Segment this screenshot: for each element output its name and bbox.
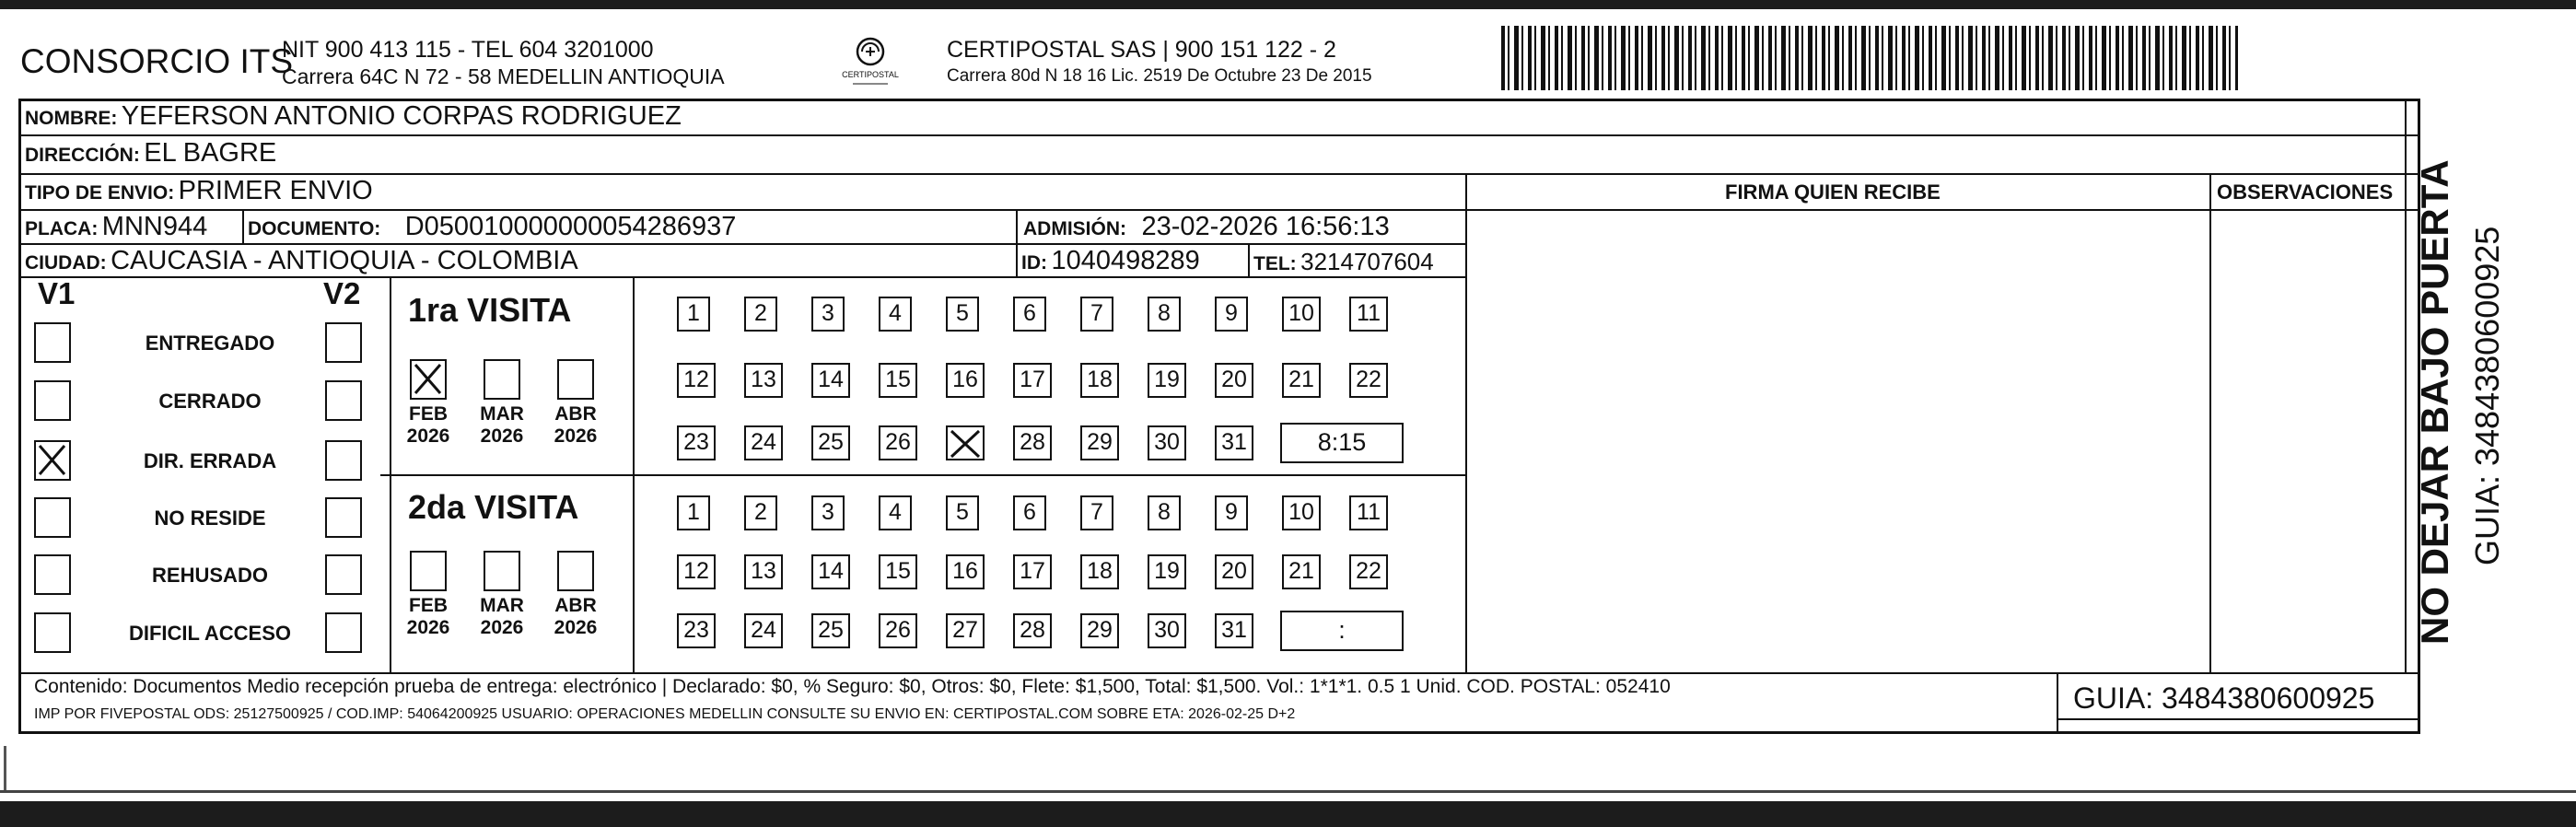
- day-number: 4: [889, 300, 902, 326]
- day-box[interactable]: [677, 363, 716, 398]
- status-v2-checkbox[interactable]: [325, 322, 362, 363]
- month-name: FEB: [409, 595, 448, 616]
- ciudad-value: CAUCASIA - ANTIOQUIA - COLOMBIA: [111, 246, 578, 275]
- day-number: 18: [1087, 558, 1113, 584]
- placa-value: MNN944: [101, 212, 208, 241]
- status-label: NO RESIDE: [154, 507, 266, 530]
- day-number: 10: [1288, 499, 1314, 525]
- day-number: 8: [1158, 499, 1171, 525]
- day-number: 26: [885, 429, 911, 455]
- month-label: [474, 595, 530, 639]
- day-number: 19: [1154, 367, 1180, 392]
- status-v1-checkbox[interactable]: [34, 380, 71, 421]
- month-checkbox[interactable]: [410, 359, 447, 400]
- month-checkbox[interactable]: [484, 551, 520, 591]
- delivery-form: [18, 99, 2420, 734]
- tipo-envio-value: PRIMER ENVIO: [178, 176, 373, 205]
- day-box[interactable]: [1080, 363, 1119, 398]
- day-box[interactable]: [1349, 363, 1388, 398]
- day-box[interactable]: [677, 613, 716, 648]
- footer-guia: GUIA: 3484380600925: [2073, 681, 2375, 715]
- company-nit-tel: NIT 900 413 115 - TEL 604 3201000: [282, 37, 654, 63]
- day-number: 20: [1221, 558, 1247, 584]
- month-year: 2026: [480, 425, 524, 447]
- day-box[interactable]: [1080, 495, 1113, 530]
- month-name: FEB: [409, 403, 448, 425]
- day-box[interactable]: [1148, 495, 1181, 530]
- day-number: 13: [751, 367, 776, 392]
- month-checkbox[interactable]: [484, 359, 520, 400]
- direccion-value: EL BAGRE: [144, 138, 277, 168]
- documento-label: DOCUMENTO:: [248, 218, 381, 239]
- status-v1-checkbox[interactable]: [34, 497, 71, 538]
- status-v2-checkbox[interactable]: [325, 612, 362, 653]
- day-number: 12: [683, 558, 709, 584]
- day-number: 18: [1087, 367, 1113, 392]
- tel-cell: [1253, 248, 1434, 276]
- day-box[interactable]: [811, 425, 850, 460]
- tipo-envio-row: [25, 176, 373, 206]
- admision-value: 23-02-2026 16:56:13: [1141, 212, 1390, 241]
- day-box[interactable]: [744, 297, 777, 332]
- day-box[interactable]: [1080, 425, 1119, 460]
- day-box[interactable]: [1148, 363, 1186, 398]
- logo-text: CERTIPOSTAL: [842, 70, 899, 79]
- day-box[interactable]: [811, 554, 850, 589]
- day-box[interactable]: [677, 425, 716, 460]
- ciudad-cell: [25, 246, 578, 276]
- month-label: [548, 595, 603, 639]
- operator-license: Carrera 80d N 18 16 Lic. 2519 De Octubre 23 De 2015: [947, 66, 1372, 86]
- day-number: 4: [889, 499, 902, 525]
- day-box[interactable]: [1013, 613, 1052, 648]
- day-number: 28: [1020, 617, 1045, 643]
- day-number: 25: [818, 617, 844, 643]
- day-number: 16: [952, 558, 978, 584]
- day-number: 15: [885, 367, 911, 392]
- day-number: 23: [683, 429, 709, 455]
- firma-header: FIRMA QUIEN RECIBE: [1725, 181, 1941, 204]
- month-year: 2026: [554, 617, 598, 638]
- day-box[interactable]: [1080, 297, 1113, 332]
- barcode: [1501, 26, 2238, 90]
- status-v2-checkbox[interactable]: [325, 380, 362, 421]
- day-box[interactable]: [744, 495, 777, 530]
- month-year: 2026: [406, 425, 450, 447]
- day-box[interactable]: [677, 554, 716, 589]
- status-v2-checkbox[interactable]: [325, 440, 362, 481]
- day-number: 11: [1357, 499, 1381, 525]
- month-label: [401, 595, 456, 639]
- month-year: 2026: [480, 617, 524, 638]
- company-address: Carrera 64C N 72 - 58 MEDELLIN ANTIOQUIA: [282, 64, 725, 88]
- day-number: 2: [754, 300, 767, 326]
- day-box[interactable]: [1148, 613, 1186, 648]
- direccion-label: DIRECCIÓN:: [25, 145, 140, 166]
- day-number: 26: [885, 617, 911, 643]
- documento-cell: [248, 212, 736, 242]
- time-field[interactable]: 8:15: [1280, 423, 1404, 463]
- observaciones-header: OBSERVACIONES: [2217, 181, 2394, 204]
- day-box[interactable]: [811, 613, 850, 648]
- day-box[interactable]: [744, 425, 783, 460]
- day-number: 8: [1158, 300, 1171, 326]
- operator-name: CERTIPOSTAL SAS | 900 151 122 - 2: [947, 37, 1336, 63]
- status-v1-checkbox[interactable]: [34, 612, 71, 653]
- month-name: MAR: [480, 403, 524, 425]
- day-number: 29: [1087, 617, 1113, 643]
- tel-label: TEL:: [1253, 253, 1297, 274]
- month-checkbox[interactable]: [557, 551, 594, 591]
- day-box[interactable]: [1282, 297, 1321, 332]
- day-number: 9: [1225, 300, 1238, 326]
- day-number: 28: [1020, 429, 1045, 455]
- tel-value: 3214707604: [1300, 248, 1434, 275]
- day-number: 29: [1087, 429, 1113, 455]
- day-number: 21: [1288, 367, 1314, 392]
- day-number: 6: [1023, 499, 1036, 525]
- month-label: [474, 403, 530, 448]
- day-number: 12: [683, 367, 709, 392]
- day-number: 10: [1288, 300, 1314, 326]
- day-box[interactable]: [1349, 554, 1388, 589]
- day-box[interactable]: [1080, 554, 1119, 589]
- admision-label: ADMISIÓN:: [1023, 218, 1126, 239]
- visita2-title: 2da VISITA: [408, 488, 579, 526]
- status-v1-checkbox[interactable]: [34, 440, 71, 481]
- day-number: 3: [822, 300, 834, 326]
- footer-print-line: IMP POR FIVEPOSTAL ODS: 25127500925 / COD.IMP: 54064200925 USUARIO: OPERACIONES MEDELLIN CONSULTE SU ENVIO EN: CERTIPOSTAL.COM SOBRE ETA: 2026-02-25 D+2: [34, 706, 1296, 722]
- day-number: 14: [818, 558, 844, 584]
- day-number: 2: [754, 499, 767, 525]
- day-box[interactable]: [946, 363, 985, 398]
- day-box[interactable]: [811, 297, 845, 332]
- day-box[interactable]: [1013, 425, 1052, 460]
- day-number: 24: [751, 429, 776, 455]
- day-box[interactable]: [1215, 613, 1253, 648]
- day-number: 27: [952, 617, 978, 643]
- bottom-rule: [0, 790, 2576, 793]
- day-number: 11: [1357, 300, 1381, 326]
- day-box[interactable]: [879, 297, 912, 332]
- month-name: ABR: [554, 595, 597, 616]
- status-label: DIFICIL ACCESO: [128, 622, 291, 645]
- day-number: 23: [683, 617, 709, 643]
- day-box[interactable]: [1349, 495, 1388, 530]
- day-box[interactable]: [946, 554, 985, 589]
- day-number: 16: [952, 367, 978, 392]
- day-box[interactable]: [1282, 554, 1321, 589]
- day-box[interactable]: [946, 297, 979, 332]
- day-number: 15: [885, 558, 911, 584]
- day-number: 5: [956, 499, 969, 525]
- day-number: 30: [1154, 429, 1180, 455]
- time-field[interactable]: :: [1280, 611, 1404, 651]
- month-name: MAR: [480, 595, 524, 616]
- v1-header: V1: [38, 276, 76, 310]
- status-label: DIR. ERRADA: [143, 449, 277, 472]
- day-box[interactable]: [1215, 297, 1248, 332]
- month-label: [401, 403, 456, 448]
- day-number: 24: [751, 617, 776, 643]
- day-number: 31: [1221, 617, 1247, 643]
- day-number: 30: [1154, 617, 1180, 643]
- status-v1-checkbox[interactable]: [34, 322, 71, 363]
- day-box[interactable]: [879, 554, 917, 589]
- day-box[interactable]: [1013, 297, 1046, 332]
- nombre-label: NOMBRE:: [25, 108, 118, 129]
- status-label: ENTREGADO: [145, 332, 275, 355]
- company-name: CONSORCIO ITS: [20, 42, 294, 80]
- day-box[interactable]: [879, 495, 912, 530]
- nombre-row: [25, 101, 682, 132]
- documento-value: D050010000000054286937: [404, 212, 737, 241]
- day-box[interactable]: [744, 363, 783, 398]
- month-year: 2026: [554, 425, 598, 447]
- day-box[interactable]: [1349, 297, 1388, 332]
- day-box[interactable]: [1215, 495, 1248, 530]
- day-box[interactable]: [1080, 613, 1119, 648]
- day-box[interactable]: [879, 363, 917, 398]
- bottom-border-band: [0, 801, 2576, 827]
- month-checkbox[interactable]: [557, 359, 594, 400]
- day-box[interactable]: [1148, 554, 1186, 589]
- day-box[interactable]: [677, 297, 710, 332]
- placa-cell: [25, 212, 207, 242]
- day-box[interactable]: [1148, 297, 1181, 332]
- day-number: 17: [1020, 367, 1045, 392]
- day-box[interactable]: [811, 363, 850, 398]
- day-box[interactable]: [1282, 363, 1321, 398]
- day-number: 7: [1090, 499, 1103, 525]
- status-v1-checkbox[interactable]: [34, 554, 71, 595]
- month-checkbox[interactable]: [410, 551, 447, 591]
- direccion-row: [25, 138, 276, 169]
- left-edge-mark: [4, 746, 6, 790]
- id-value: 1040498289: [1051, 246, 1200, 275]
- day-number: 22: [1356, 367, 1381, 392]
- visita1-title: 1ra VISITA: [408, 291, 572, 329]
- ciudad-label: CIUDAD:: [25, 252, 107, 274]
- day-box[interactable]: [1148, 425, 1186, 460]
- day-number: 1: [687, 300, 700, 326]
- day-number: 13: [751, 558, 776, 584]
- day-box[interactable]: [946, 495, 979, 530]
- admision-cell: [1023, 212, 1390, 242]
- day-box[interactable]: [946, 425, 985, 460]
- day-box[interactable]: [1282, 495, 1321, 530]
- status-label: REHUSADO: [152, 564, 268, 587]
- day-box[interactable]: [1013, 495, 1046, 530]
- day-box[interactable]: [677, 495, 710, 530]
- day-box[interactable]: [1013, 363, 1052, 398]
- day-box[interactable]: [744, 613, 783, 648]
- day-number: 17: [1020, 558, 1045, 584]
- day-number: 20: [1221, 367, 1247, 392]
- status-v2-checkbox[interactable]: [325, 497, 362, 538]
- day-number: 3: [822, 499, 834, 525]
- day-number: 21: [1288, 558, 1314, 584]
- month-name: ABR: [554, 403, 597, 425]
- day-number: 14: [818, 367, 844, 392]
- day-box[interactable]: [879, 425, 917, 460]
- day-number: 25: [818, 429, 844, 455]
- day-box[interactable]: [1215, 363, 1253, 398]
- day-box[interactable]: [744, 554, 783, 589]
- month-label: [548, 403, 603, 448]
- nombre-value: YEFERSON ANTONIO CORPAS RODRIGUEZ: [121, 101, 682, 131]
- v2-header: V2: [323, 276, 361, 310]
- day-number: 19: [1154, 558, 1180, 584]
- day-number: 7: [1090, 300, 1103, 326]
- footer-content-line: Contenido: Documentos Medio recepción prueba de entrega: electrónico | Declarado: $0, % Seguro: $0, Otros: $0, Flete: $1,500, Total: $1,500. Vol.: 1*1*1. 0.5 1 Unid. COD. POSTAL: 052410: [34, 676, 1671, 697]
- day-number: 5: [956, 300, 969, 326]
- day-box[interactable]: [811, 495, 845, 530]
- day-number: 31: [1221, 429, 1247, 455]
- day-number: 9: [1225, 499, 1238, 525]
- id-label: ID:: [1021, 252, 1047, 274]
- day-box[interactable]: [1215, 554, 1253, 589]
- status-v2-checkbox[interactable]: [325, 554, 362, 595]
- certipostal-logo: [840, 33, 901, 88]
- day-box[interactable]: [879, 613, 917, 648]
- day-box[interactable]: [1215, 425, 1253, 460]
- status-label: CERRADO: [158, 390, 262, 413]
- tipo-envio-label: TIPO DE ENVIO:: [25, 182, 175, 204]
- top-border-band: [0, 0, 2576, 9]
- id-cell: [1021, 246, 1200, 276]
- side-warning: NO DEJAR BAJO PUERTA: [2413, 159, 2456, 645]
- day-box[interactable]: [946, 613, 985, 648]
- day-box[interactable]: [1013, 554, 1052, 589]
- day-number: 6: [1023, 300, 1036, 326]
- month-year: 2026: [406, 617, 450, 638]
- day-number: 1: [687, 499, 700, 525]
- day-number: 22: [1356, 558, 1381, 584]
- placa-label: PLACA:: [25, 218, 99, 239]
- side-guia: GUIA: 3484380600925: [2468, 226, 2506, 565]
